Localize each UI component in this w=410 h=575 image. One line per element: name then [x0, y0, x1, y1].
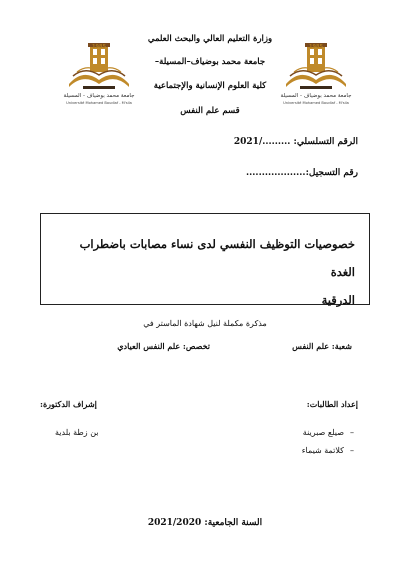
student-name: كلاتمة شيماء: [301, 446, 344, 455]
student-name: صيلع صبرينة: [302, 428, 344, 437]
logo-year: 1985: [92, 44, 106, 50]
list-item: [214, 428, 354, 437]
list-item: [214, 446, 354, 455]
bullet-dash: –: [350, 428, 354, 437]
university-logo-right: [280, 40, 352, 110]
serial-number: الرقم التسلسلي: ........./2021: [233, 137, 358, 147]
logo-name-ar: جامعة محمد بوضياف - المسيلة: [280, 93, 352, 99]
bullet-dash: –: [350, 446, 354, 455]
branch: شعبة: علم النفس: [292, 341, 352, 351]
specialty: تخصص: علم النفس العيادي: [117, 341, 210, 351]
university-logo-left: [63, 40, 135, 110]
ministry-name: وزارة التعليم العالي والبحث العلمي: [147, 34, 273, 44]
faculty-name: كلية العلوم الإنسانية والإجتماعية: [153, 81, 267, 91]
thesis-subtitle: مذكرة مكملة لنيل شهادة الماستر في: [143, 319, 267, 328]
academic-year: السنة الجامعية: 2021/2020: [147, 518, 263, 528]
logo-name-en: Université Mohamed Boudiaf - M'sila: [283, 101, 349, 105]
thesis-title-box: [40, 213, 370, 305]
department-name: قسم علم النفس: [180, 106, 240, 116]
university-name: جامعة محمد بوضياف–المسيلة–: [154, 57, 266, 67]
thesis-title-line1: خصوصيات التوظيف النفسي لدى نساء مصابات باضطراب الغدة: [79, 237, 355, 279]
registration-number: رقم التسجيل:...................: [246, 168, 358, 178]
supervisor-heading: إشراف الدكتورة:: [40, 399, 97, 409]
logo-name-ar: جامعة محمد بوضياف - المسيلة: [63, 93, 135, 99]
logo-year: 1985: [309, 44, 323, 50]
students-heading: إعداد الطالبات:: [306, 399, 358, 409]
thesis-title-line2: الدرقية: [321, 293, 355, 307]
supervisor-name: بن زطة بلدية: [55, 428, 99, 437]
logo-name-en: Université Mohamed Boudiaf - M'sila: [66, 101, 132, 105]
